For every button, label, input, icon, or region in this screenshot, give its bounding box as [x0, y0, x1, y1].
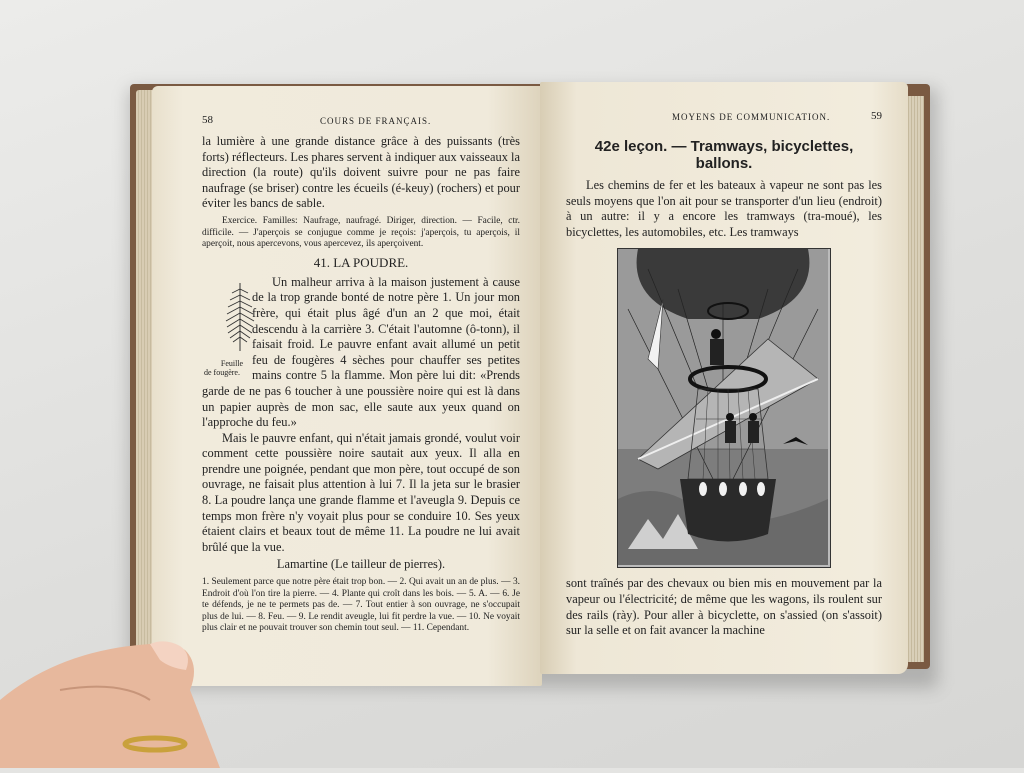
left-opening-text: la lumière à une grande distance grâce à des puissants (très forts) réflecteurs. Les phares servent à indiquer aux vaisseaux la direction (la route) qu'ils doivent suivre pour ne pas faire naufrage (se briser) contre les écueils (é-keuy) (rochers) et pour éviter les bancs de sable. [202, 134, 520, 211]
hot-air-balloon-icon [618, 249, 828, 565]
hand-icon [0, 630, 260, 768]
attribution: Lamartine (Le tailleur de pierres). [276, 557, 446, 572]
lesson-42-paragraph-2: sont traînés par des chevaux ou bien mis en mouvement par la vapeur ou l'électricité; de même que les wagons, ils roulent sur des rails (rày). Pour aller à bicyclette, on s'assied (on s'assoit) sur la selle et on fait avancer la machine [566, 576, 882, 638]
lesson-41-paragraph-2: Mais le pauvre enfant, qui n'était jamais grondé, voulut voir comment cette poussière noire sautait aux yeux. Il alla en prendre une poignée, pendant que mon père, tout occupé de son ouvrage, ne faisait plus attention à lui 7. Il la jeta sur le brasier 8. La poudre lança une grande flamme et l'aveugla 9. Depuis ce temps mon frère n'y voyait plus pour se conduire 10. Ses yeux étaient clairs et beaux tout de même 11. La poudre ne lui avait brûlé que la vue. [202, 430, 520, 554]
balloon-engraving [617, 248, 831, 568]
left-running-head [202, 116, 520, 134]
lesson-41-paragraph-1 [202, 275, 520, 431]
fern-caption: Feuille de fougère. [204, 359, 244, 378]
left-page [152, 86, 542, 686]
footnotes: 1. Seulement parce que notre père était trop bon. — 2. Qui avait un an de plus. — 3. Endroit d'où l'on tire la pierre. — 4. Plante qui croît dans les bois. — 5. A. — 6. Je te défends, je ne te permets pas de. — 7. Tout entier à son ouvrage, ne s'occupait plus de lui. — 8. Feu. — 9. Le rendit aveugle, lui fit perdre la vue. — 10. Ne voyait plus clair et ne pouvait trouver son chemin tout seul. — 11. Cependant. [202, 577, 520, 634]
lesson-41-title: 41. LA POUDRE. [313, 254, 409, 270]
right-page-number: 59 [871, 110, 882, 122]
right-running-head [566, 112, 882, 130]
exercise-text: Exercice. Familles: Naufrage, naufragé. Diriger, direction. — Facile, ctr. difficile. — J'aperçois se conjugue comme je reçois: j'aperçois, tu aperçois, il aperçoit, nous apercevons, vous apercevez, ils aperçoivent. [202, 215, 520, 250]
left-running-title: COURS DE FRANÇAIS. [320, 116, 432, 126]
lesson-42-paragraph-1: Les chemins de fer et les bateaux à vapeur ne sont pas les seuls moyens que l'on ait pour se transporter d'un lieu (endroit) à un autre: il y a encore les tramways (tra-moué), les bicyclettes, les automobiles, etc. Les tramways [566, 178, 882, 239]
right-page [540, 82, 908, 674]
lesson-41-paragraph-1-text: Un malheur arriva à la maison justement à cause de la trop grande bonté de notre père 1. Un jour mon frère, qui était plus âgé d'un an 2 que moi, était descendu à la carrière 3. C'était l'automne (ô-tonn), il faisait froid. Le pauvre enfant avait allumé un petit feu de fougères 4 sèches pour chauffer ses petites mains contre 5 la flamme. Mon père lui dit: «Prends garde de ne pas 6 toucher à une poussière noire qui est là dans un papier auprès de mon sac, elle saute aux yeux quand on l'approche du feu.» [202, 274, 520, 430]
right-running-title: MOYENS DE COMMUNICATION. [672, 112, 831, 122]
fern-figure [200, 279, 244, 378]
lesson-42-title: 42e leçon. — Tramways, bicyclettes, ballons. [594, 138, 854, 172]
hand [0, 630, 260, 768]
left-page-number: 58 [202, 114, 213, 126]
